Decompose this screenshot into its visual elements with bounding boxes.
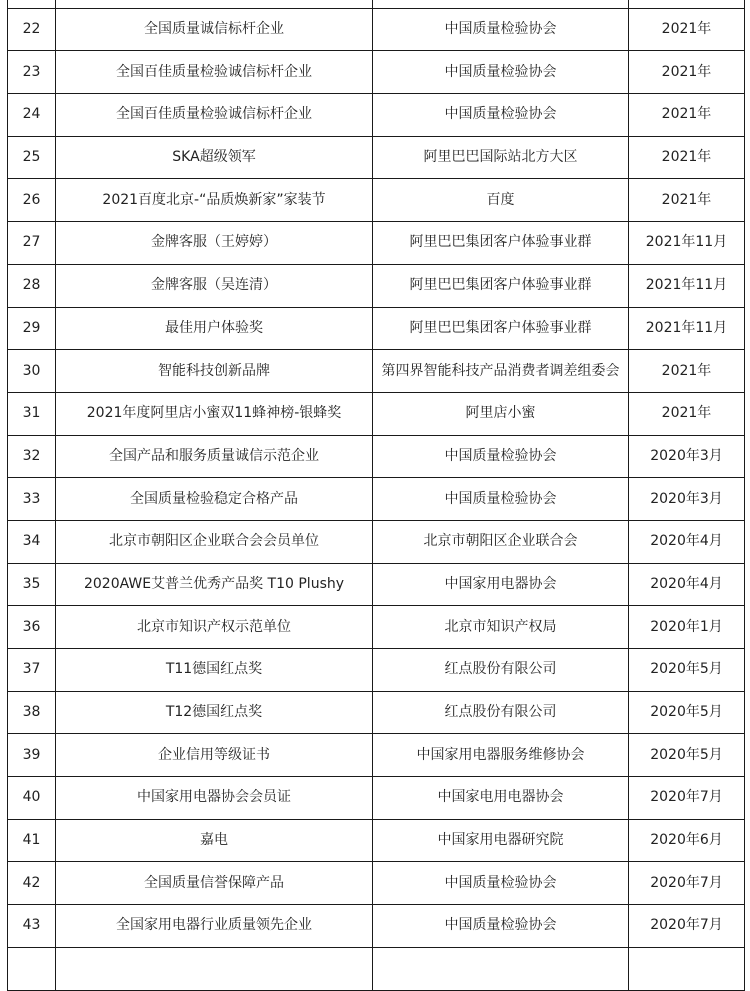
table-row [8, 777, 745, 820]
row-number-cell: 30 [8, 350, 56, 393]
table-row [8, 734, 745, 777]
row-number-cell: 24 [8, 94, 56, 137]
award-name-cell: 全国质量诚信标杆企业 [56, 8, 373, 51]
award-date-cell: 2020年6月 [629, 819, 745, 862]
row-number-cell: 22 [8, 8, 56, 51]
award-date-cell: 2021年 [629, 179, 745, 222]
award-date-cell: 2021年11月 [629, 222, 745, 265]
award-date-cell: 2021年 [629, 8, 745, 51]
table-row [8, 563, 745, 606]
award-name-cell: 金牌客服（王婷婷） [56, 222, 373, 265]
table-row [8, 947, 745, 990]
award-name-cell [56, 0, 373, 8]
award-date-cell: 2020年5月 [629, 734, 745, 777]
table-row [8, 8, 745, 51]
issuing-organization-cell: 中国家用电器研究院 [373, 819, 629, 862]
award-date-cell: 2021年11月 [629, 264, 745, 307]
award-date-cell [629, 947, 745, 990]
issuing-organization-cell: 阿里巴巴集团客户体验事业群 [373, 307, 629, 350]
table-row [8, 478, 745, 521]
row-number-cell: 27 [8, 222, 56, 265]
issuing-organization-cell: 红点股份有限公司 [373, 649, 629, 692]
award-name-cell: 最佳用户体验奖 [56, 307, 373, 350]
award-date-cell: 2020年5月 [629, 649, 745, 692]
table-row [8, 179, 745, 222]
row-number-cell: 33 [8, 478, 56, 521]
award-name-cell: 企业信用等级证书 [56, 734, 373, 777]
award-date-cell: 2020年7月 [629, 905, 745, 948]
table-row [8, 94, 745, 137]
award-name-cell: 嘉电 [56, 819, 373, 862]
issuing-organization-cell: 百度 [373, 179, 629, 222]
award-date-cell: 2020年3月 [629, 478, 745, 521]
table-row [8, 862, 745, 905]
award-date-cell: 2020年3月 [629, 435, 745, 478]
award-name-cell: SKA超级领军 [56, 136, 373, 179]
award-name-cell: 2021年度阿里店小蜜双11蜂神榜-银蜂奖 [56, 392, 373, 435]
award-name-cell: 全国百佳质量检验诚信标杆企业 [56, 51, 373, 94]
award-name-cell: 2021百度北京-“品质焕新家”家装节 [56, 179, 373, 222]
award-date-cell: 2021年 [629, 136, 745, 179]
table-row [8, 0, 745, 8]
row-number-cell: 23 [8, 51, 56, 94]
row-number-cell: 34 [8, 520, 56, 563]
table-row [8, 222, 745, 265]
table-row [8, 350, 745, 393]
issuing-organization-cell: 中国家电用电器协会 [373, 777, 629, 820]
issuing-organization-cell: 中国质量检验协会 [373, 435, 629, 478]
row-number-cell: 32 [8, 435, 56, 478]
award-name-cell: 北京市朝阳区企业联合会会员单位 [56, 520, 373, 563]
awards-table-body [8, 0, 745, 990]
row-number-cell: 37 [8, 649, 56, 692]
row-number-cell: 25 [8, 136, 56, 179]
row-number-cell: 31 [8, 392, 56, 435]
row-number-cell: 39 [8, 734, 56, 777]
award-name-cell: 全国百佳质量检验诚信标杆企业 [56, 94, 373, 137]
table-row [8, 435, 745, 478]
issuing-organization-cell [373, 947, 629, 990]
issuing-organization-cell: 北京市朝阳区企业联合会 [373, 520, 629, 563]
row-number-cell [8, 947, 56, 990]
award-name-cell: 北京市知识产权示范单位 [56, 606, 373, 649]
row-number-cell: 41 [8, 819, 56, 862]
issuing-organization-cell [373, 0, 629, 8]
awards-table [7, 0, 745, 991]
table-row [8, 905, 745, 948]
issuing-organization-cell: 红点股份有限公司 [373, 691, 629, 734]
issuing-organization-cell: 中国质量检验协会 [373, 905, 629, 948]
award-name-cell: 全国质量检验稳定合格产品 [56, 478, 373, 521]
issuing-organization-cell: 中国质量检验协会 [373, 51, 629, 94]
issuing-organization-cell: 阿里店小蜜 [373, 392, 629, 435]
issuing-organization-cell: 中国质量检验协会 [373, 8, 629, 51]
award-date-cell: 2021年 [629, 94, 745, 137]
award-name-cell: 2020AWE艾普兰优秀产品奖 T10 Plushy [56, 563, 373, 606]
award-date-cell [629, 0, 745, 8]
issuing-organization-cell: 中国家用电器服务维修协会 [373, 734, 629, 777]
row-number-cell: 35 [8, 563, 56, 606]
award-date-cell: 2021年 [629, 392, 745, 435]
award-date-cell: 2021年 [629, 51, 745, 94]
row-number-cell: 40 [8, 777, 56, 820]
table-row [8, 520, 745, 563]
row-number-cell: 28 [8, 264, 56, 307]
award-name-cell: 全国家用电器行业质量领先企业 [56, 905, 373, 948]
award-name-cell: 金牌客服（吴连清） [56, 264, 373, 307]
issuing-organization-cell: 中国质量检验协会 [373, 478, 629, 521]
row-number-cell: 26 [8, 179, 56, 222]
award-date-cell: 2020年7月 [629, 862, 745, 905]
award-date-cell: 2020年1月 [629, 606, 745, 649]
award-date-cell: 2021年 [629, 350, 745, 393]
table-row [8, 136, 745, 179]
award-name-cell: T11德国红点奖 [56, 649, 373, 692]
table-row [8, 819, 745, 862]
award-date-cell: 2020年4月 [629, 563, 745, 606]
row-number-cell: 29 [8, 307, 56, 350]
table-row [8, 649, 745, 692]
table-row [8, 691, 745, 734]
award-date-cell: 2020年4月 [629, 520, 745, 563]
table-row [8, 264, 745, 307]
table-row [8, 606, 745, 649]
issuing-organization-cell: 第四界智能科技产品消费者调差组委会 [373, 350, 629, 393]
award-date-cell: 2020年5月 [629, 691, 745, 734]
issuing-organization-cell: 北京市知识产权局 [373, 606, 629, 649]
row-number-cell: 36 [8, 606, 56, 649]
award-name-cell: 智能科技创新品牌 [56, 350, 373, 393]
award-name-cell [56, 947, 373, 990]
row-number-cell: 42 [8, 862, 56, 905]
award-name-cell: 全国产品和服务质量诚信示范企业 [56, 435, 373, 478]
issuing-organization-cell: 阿里巴巴集团客户体验事业群 [373, 222, 629, 265]
award-date-cell: 2020年7月 [629, 777, 745, 820]
row-number-cell: 38 [8, 691, 56, 734]
issuing-organization-cell: 中国家用电器协会 [373, 563, 629, 606]
row-number-cell: 43 [8, 905, 56, 948]
award-name-cell: 中国家用电器协会会员证 [56, 777, 373, 820]
table-row [8, 307, 745, 350]
award-name-cell: 全国质量信誉保障产品 [56, 862, 373, 905]
award-date-cell: 2021年11月 [629, 307, 745, 350]
issuing-organization-cell: 阿里巴巴国际站北方大区 [373, 136, 629, 179]
issuing-organization-cell: 中国质量检验协会 [373, 94, 629, 137]
award-name-cell: T12德国红点奖 [56, 691, 373, 734]
issuing-organization-cell: 中国质量检验协会 [373, 862, 629, 905]
table-row [8, 392, 745, 435]
table-row [8, 51, 745, 94]
issuing-organization-cell: 阿里巴巴集团客户体验事业群 [373, 264, 629, 307]
row-number-cell [8, 0, 56, 8]
